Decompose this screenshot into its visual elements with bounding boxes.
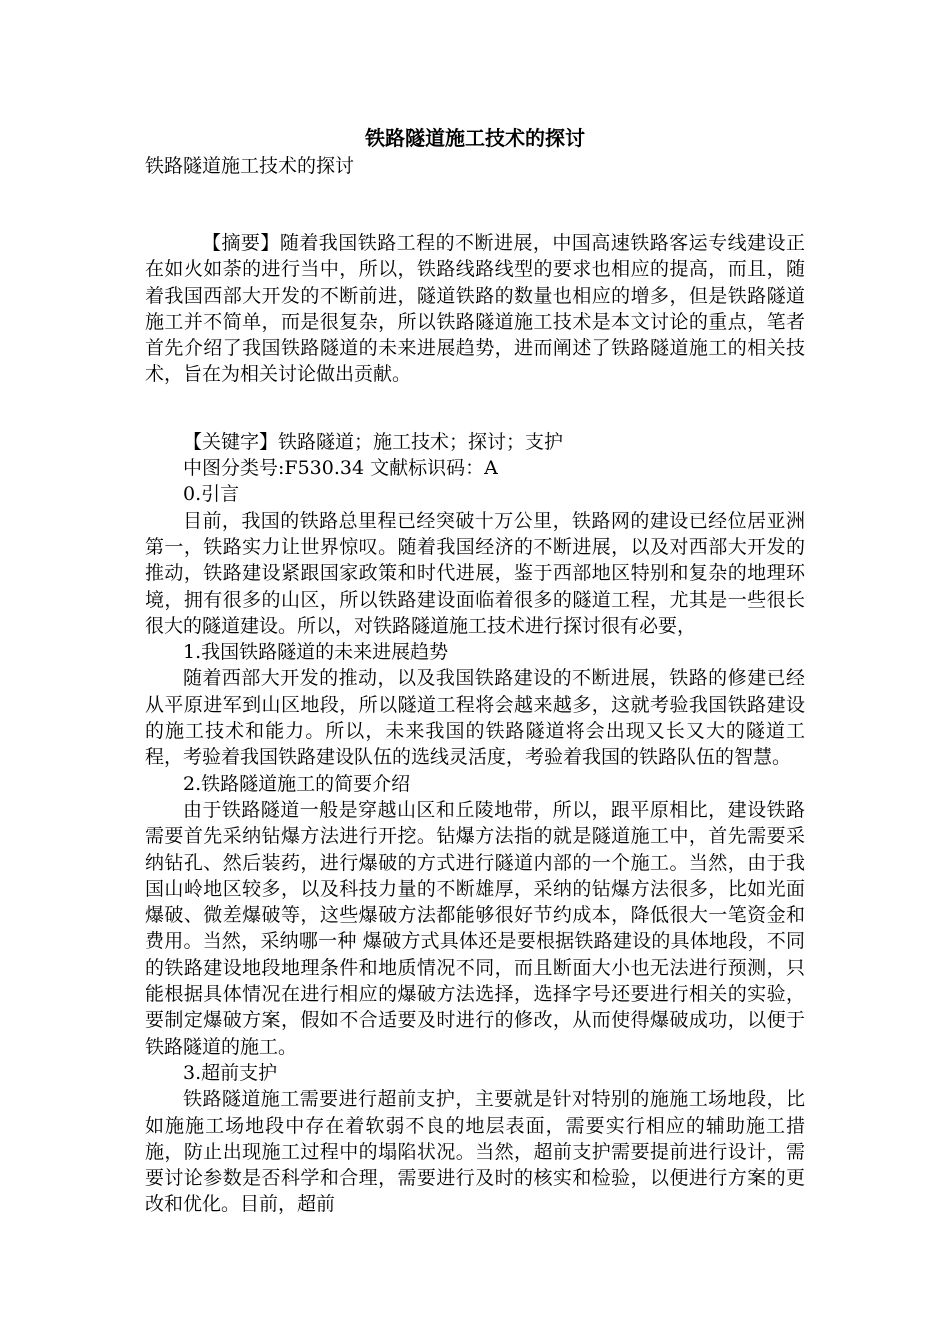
- document-title: 铁路隧道施工技术的探讨: [365, 126, 585, 150]
- abstract-paragraph: 【摘要】随着我国铁路工程的不断进展，中国高速铁路客运专线建设正在如火如荼的进行当中，所以，铁路线路线型的要求也相应的提高，而且，随着我国西部大开发的不断前进，隧道铁路的数量也相应的增多，但是铁路隧道施工并不简单，而是很复杂，所以铁路隧道施工技术是本文讨论的重点，笔者首先介绍了我国铁路隧道的未来进展趋势，进而阐述了铁路隧道施工的相关技术，旨在为相关讨论做出贡献。: [145, 232, 805, 386]
- section-heading-construction: 2.铁路隧道施工的简要介绍: [183, 772, 411, 795]
- section-body-support: 铁路隧道施工需要进行超前支护，主要就是针对特别的施施工场地段，比如施施工场地段中存在着软弱不良的地层表面，需要实行相应的辅助施工措施，防止出现施工过程中的塌陷状况。当然，超前支护需要提前进行设计，需要讨论参数是否科学和合理，需要进行及时的核实和检验，以便进行方案的更改和优化。目前，超前: [145, 1088, 805, 1216]
- section-heading-trends: 1.我国铁路隧道的未来进展趋势: [183, 641, 449, 664]
- document-page: [145, 124, 805, 1218]
- section-body-trends: 随着西部大开发的推动，以及我国铁路建设的不断进展，铁路的修建已经从平原进军到山区地段，所以隧道工程将会越来越多，这就考验我国铁路建设的施工技术和能力。所以，未来我国的铁路隧道将会出现又长又大的隧道工程，考验着我国铁路建设队伍的选线灵活度，考验着我国的铁路队伍的智慧。: [145, 667, 805, 769]
- section-body-construction: 由于铁路隧道一般是穿越山区和丘陵地带，所以，跟平原相比，建设铁路需要首先采纳钻爆方法进行开挖。钻爆方法指的就是隧道施工中，首先需要采纳钻孔、然后装药，进行爆破的方式进行隧道内部的一个施工。当然，由于我国山岭地区较多，以及科技力量的不断雄厚，采纳的钻爆方法很多，比如光面爆破、微差爆破等，这些爆破方法都能够很好节约成本，降低很大一笔资金和费用。当然，采纳哪一种 爆破方式具体还是要根据铁路建设的具体地段，不同的铁路建设地段地理条件和地质情况不同，而且断面大小也无法进行预测，只能根据具体情况在进行相应的爆破方法选择，选择字号还要进行相关的实验，要制定爆破方案，假如不合适要及时进行的修改，从而使得爆破成功，以便于铁路隧道的施工。: [145, 798, 805, 1058]
- section-heading-support: 3.超前支护: [183, 1061, 278, 1084]
- section-heading-intro: 0.引言: [183, 483, 240, 506]
- document-subtitle: 铁路隧道施工技术的探讨: [145, 155, 355, 177]
- keywords-line: 【关键字】铁路隧道；施工技术；探讨；支护: [183, 430, 564, 453]
- section-body-intro: 目前，我国的铁路总里程已经突破十万公里，铁路网的建设已经位居亚洲第一，铁路实力让世界惊叹。随着我国经济的不断进展，以及对西部大开发的推动，铁路建设紧跟国家政策和时代进展，鉴于西部地区特别和复杂的地理环境，拥有很多的山区，所以铁路建设面临着很多的隧道工程，尤其是一些很长很大的隧道建设。所以，对铁路隧道施工技术进行探讨很有必要，: [145, 509, 805, 637]
- classification-line: 中图分类号:F530.34 文献标识码：A: [183, 457, 498, 480]
